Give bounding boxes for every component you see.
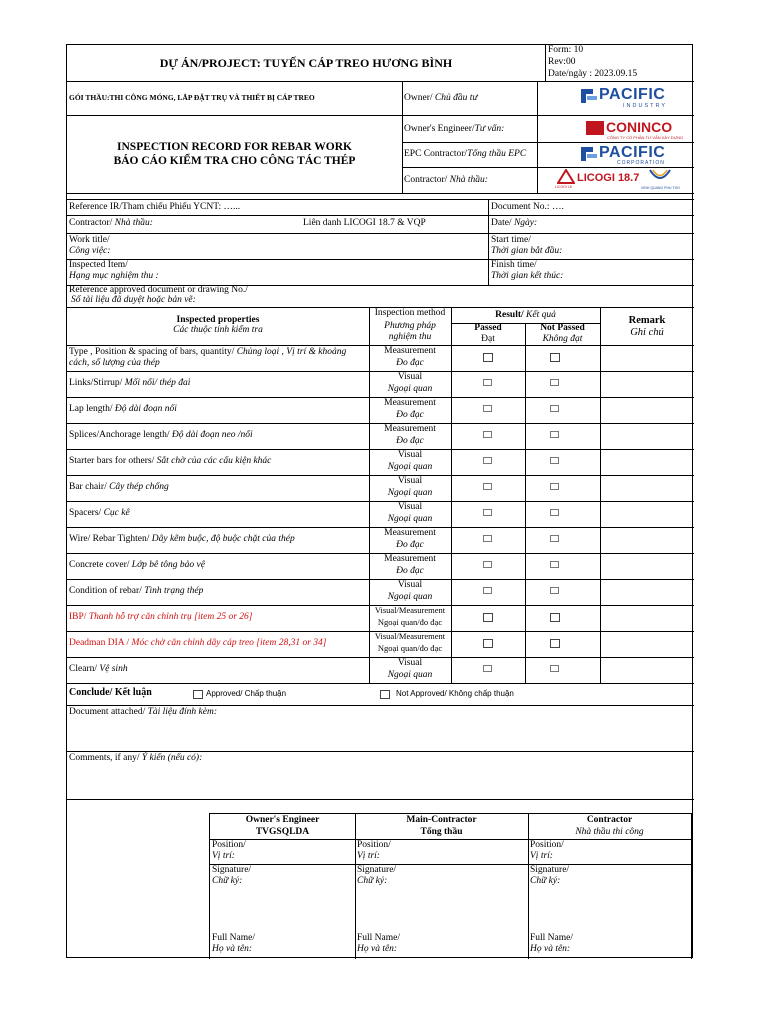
- work-title-vi: Công việc:: [69, 246, 111, 256]
- method-label: Visual: [397, 476, 423, 486]
- not-passed-checkbox[interactable]: [550, 587, 559, 594]
- col-not-passed-vi: Không đạt: [542, 334, 583, 344]
- not-passed-checkbox[interactable]: [550, 405, 559, 412]
- inspection-table: [67, 307, 694, 683]
- property-label: Lap length/ Độ dài đoạn nối: [69, 404, 177, 414]
- position-field-label-vi: Vị trí:: [357, 851, 380, 861]
- not-passed-checkbox[interactable]: [550, 561, 559, 568]
- contractor-field: Contractor/ Nhà thầu:: [69, 218, 153, 228]
- passed-checkbox[interactable]: [483, 665, 492, 672]
- epc-contractor-label: EPC Contractor/Tổng thầu EPC: [404, 149, 527, 159]
- main-contractor-heading: Main-Contractor: [406, 815, 477, 825]
- coninco-logo-sub: CÔNG TY CỔ PHẦN TƯ VẤN XÂY DỰNG: [607, 135, 684, 140]
- signature-table: [209, 813, 692, 959]
- method-label-vi: Đo đạc: [396, 540, 424, 550]
- owner-label: Owner/ Chủ đầu tư: [404, 93, 478, 103]
- col-properties: Inspected properties: [176, 315, 260, 325]
- vqp-logo-icon: [647, 168, 673, 186]
- not-passed-checkbox[interactable]: [550, 639, 560, 648]
- property-label-line2: cách, số lượng của thép: [69, 358, 160, 368]
- approved-checkbox[interactable]: [193, 690, 203, 699]
- not-passed-checkbox[interactable]: [550, 613, 560, 622]
- passed-checkbox[interactable]: [483, 613, 493, 622]
- reference-document-vi: Số tài liệu đã duyệt hoặc bản vẽ:: [71, 295, 196, 305]
- signature-field-label-vi: Chữ ký:: [357, 876, 388, 886]
- package-title: GÓI THẦU:THI CÔNG MÓNG, LẮP ĐẶT TRỤ VÀ THIẾT BỊ CÁP TREO: [69, 93, 315, 102]
- col-remark: Remark: [628, 315, 666, 326]
- not-passed-checkbox[interactable]: [550, 665, 559, 672]
- position-field-label-vi: Vị trí:: [530, 851, 553, 861]
- property-label: Links/Stirrup/ Mối nối/ thép đai: [69, 378, 191, 388]
- full-name-field-label: Full Name/: [212, 933, 256, 943]
- method-label: Measurement: [384, 424, 436, 434]
- start-time: Start time/: [491, 235, 531, 245]
- method-label: Visual: [397, 502, 423, 512]
- position-field-label-vi: Vị trí:: [212, 851, 235, 861]
- property-label: Spacers/ Cục kê: [69, 508, 130, 518]
- method-label: Visual/Measurement: [374, 631, 446, 641]
- method-label-vi: Đo đạc: [396, 566, 424, 576]
- inspection-form: [66, 44, 693, 958]
- owner-engineer-sub: TVGSQLDA: [255, 827, 310, 837]
- method-label-vi: Đo đạc: [396, 436, 424, 446]
- passed-checkbox[interactable]: [483, 561, 492, 568]
- full-name-field-label: Full Name/: [530, 933, 574, 943]
- method-label-vi: Ngoại quan: [387, 462, 433, 472]
- date-field: Date/ Ngày:: [491, 218, 538, 228]
- comments: Comments, if any/ Ý kiến (nếu có):: [69, 753, 203, 763]
- passed-checkbox[interactable]: [483, 587, 492, 594]
- not-passed-checkbox[interactable]: [550, 509, 559, 516]
- contractor-sub: Nhà thầu thi công: [575, 827, 644, 837]
- approved-label: Approved/ Chấp thuận: [206, 689, 287, 698]
- not-passed-checkbox[interactable]: [550, 431, 559, 438]
- reference-ir: Reference IR/Tham chiếu Phiếu YCNT: …...: [69, 202, 241, 212]
- method-label-vi: Ngoại quan: [387, 592, 433, 602]
- method-label-vi: Ngoại quan/đo đạc: [377, 617, 443, 627]
- method-label-vi: Đo đạc: [396, 410, 424, 420]
- property-label: Type , Position & spacing of bars, quantity/ Chủng loại , Vị trí & khoảng: [69, 347, 347, 357]
- passed-checkbox[interactable]: [483, 483, 492, 490]
- passed-checkbox[interactable]: [483, 509, 492, 516]
- property-label: Clearn/ Vệ sinh: [69, 664, 128, 674]
- signature-field-label-vi: Chữ ký:: [212, 876, 243, 886]
- start-time-vi: Thời gian bắt đầu:: [491, 246, 563, 256]
- finish-time: Finish time/: [491, 260, 537, 270]
- passed-checkbox[interactable]: [483, 353, 493, 362]
- document-attached: Document attached/ Tài liệu đính kèm:: [69, 707, 217, 717]
- col-method: Inspection method: [374, 308, 446, 318]
- record-title-vi: BÁO CÁO KIỂM TRA CHO CÔNG TÁC THÉP: [113, 155, 356, 167]
- revision: Rev:00: [548, 57, 576, 67]
- pacific-corporation-logo-sub: CORPORATION: [617, 160, 665, 166]
- passed-checkbox[interactable]: [483, 431, 492, 438]
- work-title: Work title/: [69, 235, 110, 245]
- not-passed-checkbox[interactable]: [550, 535, 559, 542]
- property-label: IBP/ Thanh hỗ trợ căn chỉnh trụ [item 25 or 26]: [69, 612, 253, 622]
- passed-checkbox[interactable]: [483, 379, 492, 386]
- pacific-industry-logo-icon: [579, 85, 599, 107]
- full-name-field-label-vi: Họ và tên:: [530, 944, 571, 954]
- passed-checkbox[interactable]: [483, 639, 493, 648]
- contractor-value: Liên danh LICOGI 18.7 & VQP: [303, 218, 426, 228]
- property-label: Bar chair/ Cây thép chống: [69, 482, 169, 492]
- coninco-logo: CONINCO: [606, 119, 673, 135]
- owner-engineer-heading: Owner's Engineer: [245, 815, 320, 825]
- signature-field-label-vi: Chữ ký:: [530, 876, 561, 886]
- conclude-label: Conclude/ Kết luận: [69, 687, 152, 698]
- not-approved-checkbox[interactable]: [380, 690, 390, 699]
- col-method-vi1: Phương pháp: [384, 321, 436, 331]
- document-no: Document No.: ….: [491, 202, 564, 212]
- property-label: Deadman DIA / Móc chờ căn chỉnh dây cáp treo [item 28,31 or 34]: [69, 638, 327, 648]
- inspected-item-vi: Hạng mục nghiệm thu :: [69, 271, 159, 281]
- method-label: Visual: [397, 372, 423, 382]
- col-method-vi2: nghiệm thu: [388, 332, 432, 342]
- method-label: Measurement: [384, 346, 436, 356]
- finish-time-vi: Thời gian kết thúc:: [491, 271, 564, 281]
- owners-engineer-label: Owner's Engineer/Tư vấn:: [404, 124, 505, 134]
- position-field-label: Position/: [357, 840, 391, 850]
- pacific-industry-logo: PACIFIC: [599, 86, 666, 103]
- reference-document: Reference approved document or drawing No./: [69, 285, 248, 295]
- method-label-vi: Ngoại quan: [387, 488, 433, 498]
- contractor-heading: Contractor: [586, 815, 633, 825]
- not-passed-checkbox[interactable]: [550, 457, 559, 464]
- method-label: Measurement: [384, 398, 436, 408]
- method-label-vi: Ngoại quan: [387, 670, 433, 680]
- project-title: DỰ ÁN/PROJECT: TUYẾN CÁP TREO HƯƠNG BÌNH: [159, 56, 453, 70]
- method-label: Visual: [397, 658, 423, 668]
- full-name-field-label: Full Name/: [357, 933, 401, 943]
- not-approved-label: Not Approved/ Không chấp thuận: [396, 689, 514, 698]
- property-label: Starter bars for others/ Sắt chờ của các cấu kiện khác: [69, 456, 272, 466]
- property-label: Condition of rebar/ Tình trạng thép: [69, 586, 204, 596]
- signature-field-label: Signature/: [357, 865, 397, 875]
- position-field-label: Position/: [212, 840, 246, 850]
- method-label: Visual: [397, 450, 423, 460]
- col-not-passed: Not Passed: [540, 323, 585, 333]
- col-result: Result/ Kết quả: [495, 310, 556, 320]
- col-passed-vi: Đạt: [481, 334, 495, 344]
- property-label: Wire/ Rebar Tighten/ Dây kẽm buộc, độ buộc chặt của thép: [69, 534, 295, 544]
- method-label-vi: Ngoại quan: [387, 384, 433, 394]
- form-number: Form: 10: [548, 45, 584, 55]
- method-label: Visual/Measurement: [374, 605, 446, 615]
- pacific-industry-logo-sub: INDUSTRY: [623, 103, 668, 109]
- method-label: Visual: [397, 580, 423, 590]
- method-label-vi: Ngoại quan: [387, 514, 433, 524]
- main-contractor-sub: Tổng thầu: [420, 827, 463, 837]
- licogi-logo-sub: LICOGI 18: [555, 185, 572, 189]
- licogi-logo-icon: [557, 169, 575, 185]
- licogi-logo: LICOGI 18.7: [577, 172, 640, 184]
- passed-checkbox[interactable]: [483, 457, 492, 464]
- pacific-corporation-logo-icon: [579, 144, 599, 164]
- coninco-logo-icon: [586, 121, 604, 135]
- not-passed-checkbox[interactable]: [550, 483, 559, 490]
- inspected-item: Inspected Item/: [69, 260, 128, 270]
- col-remark-vi: Ghi chú: [630, 327, 664, 338]
- signature-field-label: Signature/: [530, 865, 570, 875]
- not-passed-checkbox[interactable]: [550, 353, 560, 362]
- pacific-corporation-logo: PACIFIC: [599, 144, 666, 161]
- record-title-en: INSPECTION RECORD FOR REBAR WORK: [117, 141, 352, 153]
- passed-checkbox[interactable]: [483, 405, 492, 412]
- method-label: Measurement: [384, 554, 436, 564]
- col-passed: Passed: [474, 323, 502, 333]
- position-field-label: Position/: [530, 840, 564, 850]
- form-date: Date/ngày : 2023.09.15: [548, 69, 638, 79]
- full-name-field-label-vi: Họ và tên:: [212, 944, 253, 954]
- contractor-label: Contractor/ Nhà thầu:: [404, 175, 488, 185]
- property-label: Concrete cover/ Lớp bê tông bảo vệ: [69, 560, 205, 570]
- property-label: Splices/Anchorage length/ Độ dài đoạn neo /nối: [69, 430, 253, 440]
- passed-checkbox[interactable]: [483, 535, 492, 542]
- method-label: Measurement: [384, 528, 436, 538]
- full-name-field-label-vi: Họ và tên:: [357, 944, 398, 954]
- signature-field-label: Signature/: [212, 865, 252, 875]
- col-properties-vi: Các thuộc tính kiểm tra: [173, 325, 263, 335]
- not-passed-checkbox[interactable]: [550, 379, 559, 386]
- method-label-vi: Ngoại quan/đo đạc: [377, 643, 443, 653]
- method-label-vi: Đo đạc: [396, 358, 424, 368]
- vqp-logo-sub: VINH QUANG PHU THO: [641, 186, 680, 190]
